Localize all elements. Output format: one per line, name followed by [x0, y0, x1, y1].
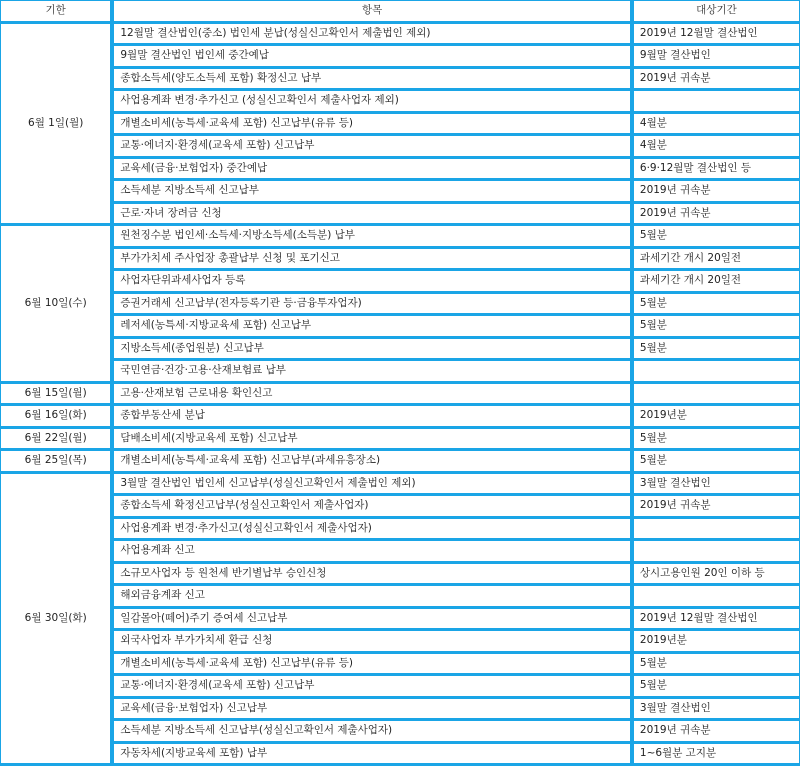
target-period-cell	[634, 384, 799, 404]
table-row	[1, 429, 799, 449]
target-period-cell: 2019년분	[634, 406, 799, 426]
table-row	[1, 159, 799, 179]
item-cell: 국민연금·건강·고용·산재보험료 납부	[114, 361, 630, 381]
item-cell: 소득세분 지방소득세 신고납부(성실신고확인서 제출사업자)	[114, 721, 630, 741]
due-date-cell: 6월 22일(월)	[1, 429, 110, 449]
item-cell: 교육세(금융·보험업자) 신고납부	[114, 699, 630, 719]
item-cell: 사업자단위과세사업자 등록	[114, 271, 630, 291]
table-row	[1, 654, 799, 674]
table-row	[1, 541, 799, 561]
header-date: 기한	[1, 1, 110, 21]
target-period-cell: 4월분	[634, 114, 799, 134]
item-cell: 고용·산재보험 근로내용 확인신고	[114, 384, 630, 404]
table-row	[1, 294, 799, 314]
target-period-cell: 4월분	[634, 136, 799, 156]
due-date-cell: 6월 25일(목)	[1, 451, 110, 471]
target-period-cell: 5월분	[634, 316, 799, 336]
target-period-cell: 2019년 귀속분	[634, 181, 799, 201]
target-period-cell: 6·9·12월말 결산법인 등	[634, 159, 799, 179]
item-cell: 3월말 결산법인 법인세 신고납부(성실신고확인서 제출법인 제외)	[114, 474, 630, 494]
table-row	[1, 474, 799, 494]
item-cell: 12월말 결산법인(중소) 법인세 분납(성실신고확인서 제출법인 제외)	[114, 24, 630, 44]
target-period-cell: 5월분	[634, 451, 799, 471]
table-row	[1, 249, 799, 269]
item-cell: 교통·에너지·환경세(교육세 포함) 신고납부	[114, 676, 630, 696]
target-period-cell: 1~6월분 고지분	[634, 744, 799, 764]
target-period-cell: 과세기간 개시 20일전	[634, 249, 799, 269]
item-cell: 외국사업자 부가가치세 환급 신청	[114, 631, 630, 651]
header-item: 항목	[114, 1, 630, 21]
item-cell: 9월말 결산법인 법인세 중간예납	[114, 46, 630, 66]
target-period-cell: 2019년 12월말 결산법인	[634, 24, 799, 44]
due-date-cell: 6월 10일(수)	[1, 226, 110, 381]
table-row	[1, 519, 799, 539]
target-period-cell: 과세기간 개시 20일전	[634, 271, 799, 291]
table-row	[1, 361, 799, 381]
table-row	[1, 699, 799, 719]
target-period-cell: 2019년 귀속분	[634, 204, 799, 224]
table-row	[1, 676, 799, 696]
table-row	[1, 24, 799, 44]
target-period-cell: 5월분	[634, 429, 799, 449]
target-period-cell: 2019년 귀속분	[634, 721, 799, 741]
item-cell: 자동차세(지방교육세 포함) 납부	[114, 744, 630, 764]
item-cell: 일감몰아(떼어)주기 증여세 신고납부	[114, 609, 630, 629]
header-row	[1, 1, 799, 21]
table-row	[1, 226, 799, 246]
item-cell: 해외금융계좌 신고	[114, 586, 630, 606]
table-row	[1, 631, 799, 651]
due-date-cell: 6월 30일(화)	[1, 474, 110, 764]
table-row	[1, 586, 799, 606]
target-period-cell: 2019년 귀속분	[634, 496, 799, 516]
item-cell: 교통·에너지·환경세(교육세 포함) 신고납부	[114, 136, 630, 156]
item-cell: 종합소득세 확정신고납부(성실신고확인서 제출사업자)	[114, 496, 630, 516]
target-period-cell: 상시고용인원 20인 이하 등	[634, 564, 799, 584]
table-row	[1, 496, 799, 516]
target-period-cell: 5월분	[634, 294, 799, 314]
table-row	[1, 181, 799, 201]
target-period-cell: 2019년 귀속분	[634, 69, 799, 89]
table-row	[1, 136, 799, 156]
table-row	[1, 451, 799, 471]
item-cell: 레저세(농특세·지방교육세 포함) 신고납부	[114, 316, 630, 336]
item-cell: 교육세(금융·보험업자) 중간예납	[114, 159, 630, 179]
table-row	[1, 339, 799, 359]
target-period-cell	[634, 91, 799, 111]
table-row	[1, 69, 799, 89]
table-row	[1, 204, 799, 224]
item-cell: 개별소비세(농특세·교육세 포함) 신고납부(과세유흥장소)	[114, 451, 630, 471]
target-period-cell: 2019년 12월말 결산법인	[634, 609, 799, 629]
table-row	[1, 271, 799, 291]
table-row	[1, 46, 799, 66]
target-period-cell: 5월분	[634, 339, 799, 359]
item-cell: 소득세분 지방소득세 신고납부	[114, 181, 630, 201]
item-cell: 증권거래세 신고납부(전자등록기관 등·금융투자업자)	[114, 294, 630, 314]
due-date-cell: 6월 15일(월)	[1, 384, 110, 404]
target-period-cell: 5월분	[634, 676, 799, 696]
target-period-cell: 3월말 결산법인	[634, 474, 799, 494]
table-row	[1, 384, 799, 404]
table-row	[1, 721, 799, 741]
target-period-cell	[634, 519, 799, 539]
target-period-cell: 3월말 결산법인	[634, 699, 799, 719]
item-cell: 사업용계좌 변경·추가신고(성실신고확인서 제출사업자)	[114, 519, 630, 539]
item-cell: 소규모사업자 등 원천세 반기별납부 승인신청	[114, 564, 630, 584]
item-cell: 종합부동산세 분납	[114, 406, 630, 426]
item-cell: 부가가치세 주사업장 총괄납부 신청 및 포기신고	[114, 249, 630, 269]
target-period-cell: 5월분	[634, 654, 799, 674]
target-period-cell	[634, 361, 799, 381]
target-period-cell: 9월말 결산법인	[634, 46, 799, 66]
item-cell: 사업용계좌 신고	[114, 541, 630, 561]
due-date-cell: 6월 1일(월)	[1, 24, 110, 224]
item-cell: 개별소비세(농특세·교육세 포함) 신고납부(유류 등)	[114, 654, 630, 674]
target-period-cell	[634, 586, 799, 606]
item-cell: 근로·자녀 장려금 신청	[114, 204, 630, 224]
target-period-cell: 5월분	[634, 226, 799, 246]
item-cell: 개별소비세(농특세·교육세 포함) 신고납부(유류 등)	[114, 114, 630, 134]
table-body	[1, 24, 799, 764]
target-period-cell: 2019년분	[634, 631, 799, 651]
table-row	[1, 406, 799, 426]
table-row	[1, 316, 799, 336]
header-target: 대상기간	[634, 1, 799, 21]
table-row	[1, 564, 799, 584]
table-row	[1, 114, 799, 134]
due-date-cell: 6월 16일(화)	[1, 406, 110, 426]
target-period-cell	[634, 541, 799, 561]
table-row	[1, 744, 799, 764]
table-row	[1, 91, 799, 111]
item-cell: 담배소비세(지방교육세 포함) 신고납부	[114, 429, 630, 449]
item-cell: 종합소득세(양도소득세 포함) 확정신고 납부	[114, 69, 630, 89]
item-cell: 사업용계좌 변경·추가신고 (성실신고확인서 제출사업자 제외)	[114, 91, 630, 111]
item-cell: 원천징수분 법인세·소득세·지방소득세(소득분) 납부	[114, 226, 630, 246]
table-row	[1, 609, 799, 629]
item-cell: 지방소득세(종업원분) 신고납부	[114, 339, 630, 359]
